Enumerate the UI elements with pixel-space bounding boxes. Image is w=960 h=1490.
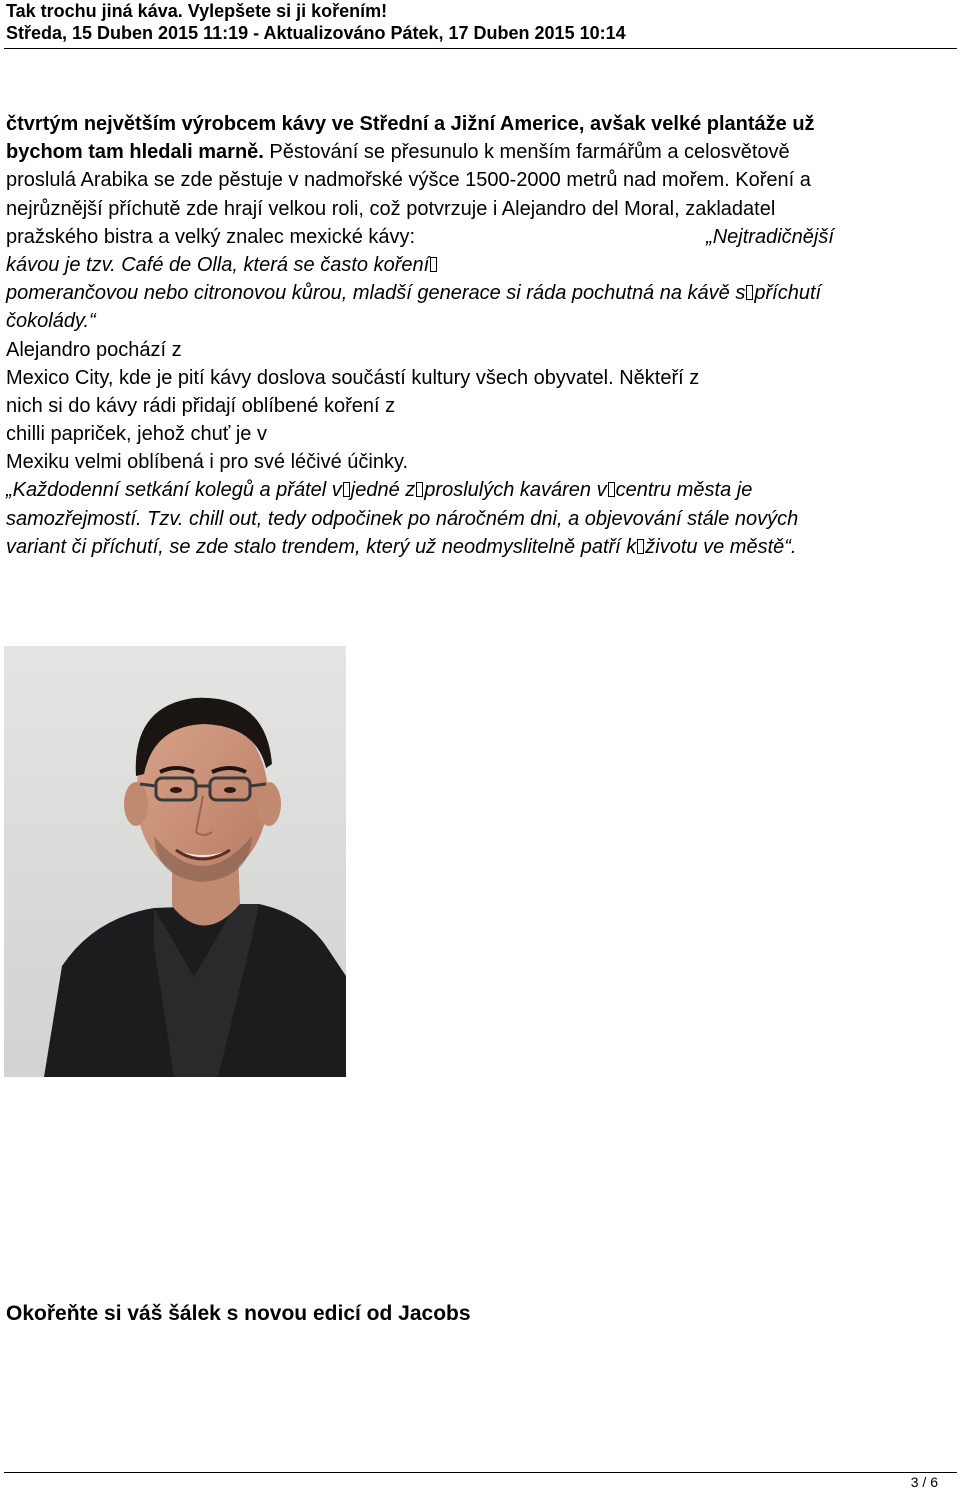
text-line: bychom tam hledali marně. Pěstování se přesunulo k menším farmářům a celosvětově (6, 141, 790, 164)
text-line: čokolády.“ (6, 310, 96, 333)
text-line: nich si do kávy rádi přidají oblíbené koření z (6, 394, 396, 417)
page-number: 3 / 6 (910, 1474, 938, 1490)
text-line: chilli papriček, jehož chuť je v (6, 423, 267, 446)
missing-glyph-icon (608, 482, 615, 497)
article-body (6, 110, 956, 561)
section-heading: Okořeňte si váš šálek s novou edicí od Jacobs (6, 1302, 471, 1325)
missing-glyph-icon (637, 539, 644, 554)
footer-divider (4, 1472, 957, 1473)
missing-glyph-icon (430, 257, 437, 272)
missing-glyph-icon (416, 482, 423, 497)
text-line: Mexiku velmi oblíbená i pro své léčivé účinky. (6, 451, 409, 474)
text-line: variant či příchutí, se zde stalo trendem, který už neodmyslitelně patří k životu ve městě“. (6, 535, 797, 558)
text-line: pomerančovou nebo citronovou kůrou, mladší generace si ráda pochutná na kávě s příchutí (6, 282, 822, 305)
missing-glyph-icon (343, 482, 350, 497)
portrait-photo (4, 646, 346, 1077)
page-header (6, 0, 956, 44)
header-divider (4, 48, 957, 49)
text-line: čtvrtým největším výrobcem kávy ve Střední a Jižní Americe, avšak velké plantáže už (6, 113, 815, 135)
portrait-illustration (4, 646, 346, 1077)
text-line: Alejandro pochází z (6, 338, 182, 361)
text-line: proslulá Arabika se zde pěstuje v nadmořské výšce 1500-2000 metrů nad mořem. Koření a (6, 169, 811, 192)
text-line: samozřejmostí. Tzv. chill out, tedy odpočinek po náročném dni, a objevování stále nových (6, 507, 799, 530)
missing-glyph-icon (746, 285, 753, 300)
text-line: Mexico City, kde je pití kávy doslova součástí kultury všech obyvatel. Někteří z (6, 366, 700, 389)
text-line: nejrůznější příchutě zde hrají velkou roli, což potvrzuje i Alejandro del Moral, zakladatel (6, 197, 776, 220)
text-line: „Každodenní setkání kolegů a přátel v jedné z proslulých kaváren v centru města je (6, 479, 753, 502)
article-date-meta: Středa, 15 Duben 2015 11:19 - Aktualizováno Pátek, 17 Duben 2015 10:14 (6, 23, 626, 43)
article-title: Tak trochu jiná káva. Vylepšete si ji kořením! (6, 1, 388, 21)
text-line: pražského bistra a velký znalec mexické kávy: „Nejtradičnější (6, 225, 834, 248)
text-line: kávou je tzv. Café de Olla, která se často koření (6, 251, 956, 279)
